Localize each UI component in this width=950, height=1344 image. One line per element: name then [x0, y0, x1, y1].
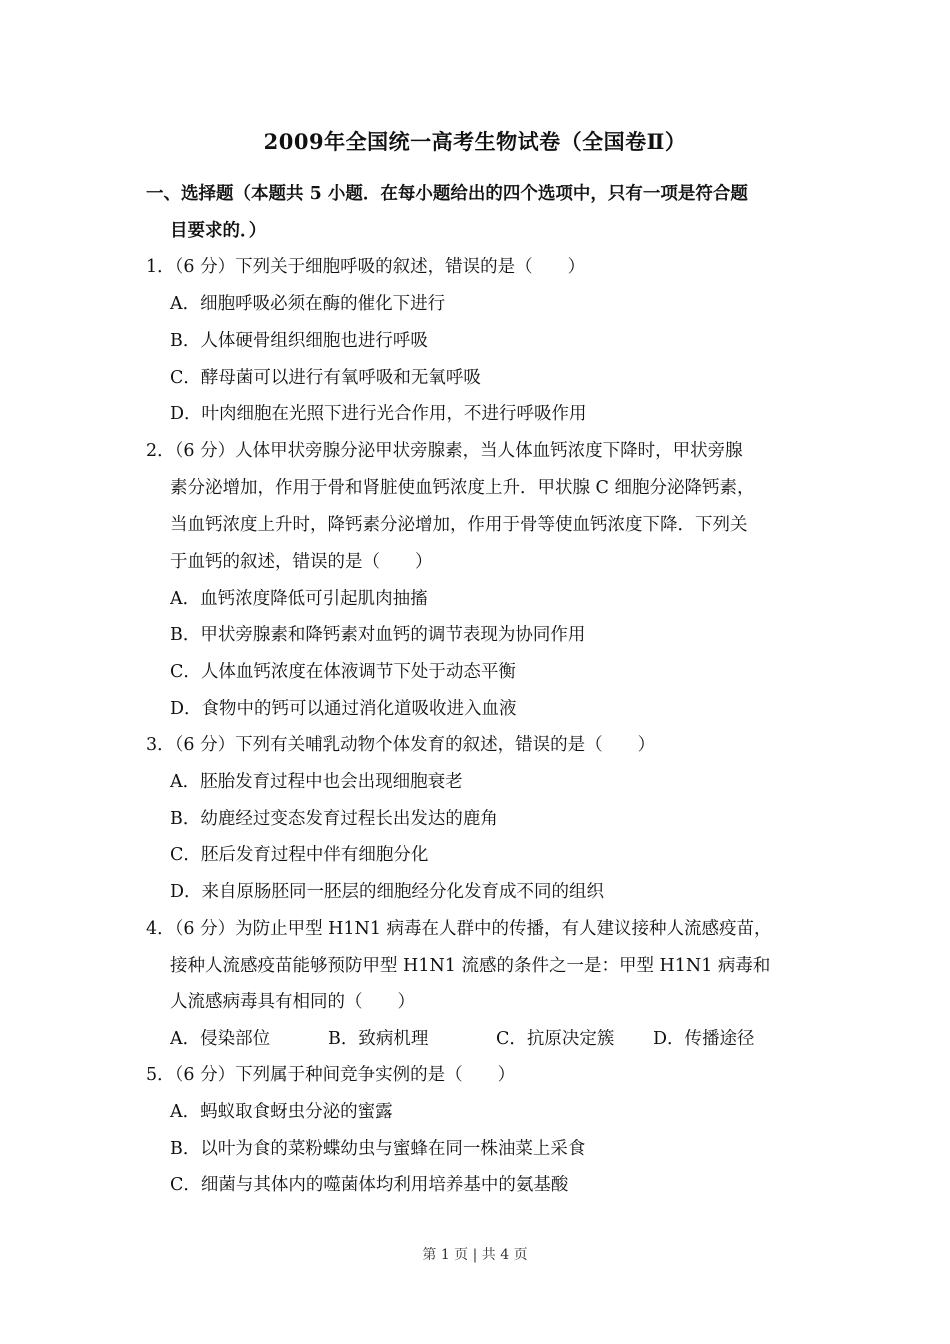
question-3-option-a: A．胚胎发育过程中也会出现细胞衰老: [170, 772, 463, 792]
question-4-stem-line-3: 人流感病毒具有相同的（ ）: [170, 992, 415, 1012]
question-5-stem: 5．（6 分）下列属于种间竞争实例的是（ ）: [146, 1065, 516, 1085]
question-5-option-a: A．蚂蚁取食蚜虫分泌的蜜露: [170, 1102, 393, 1122]
question-2-stem-line-1: 2．（6 分）人体甲状旁腺分泌甲状旁腺素，当人体血钙浓度下降时，甲状旁腺: [146, 441, 743, 461]
question-4-option-d: D．传播途径: [653, 1029, 755, 1049]
question-4-stem-line-1: 4．（6 分）为防止甲型 H1N1 病毒在人群中的传播，有人建议接种人流感疫苗，: [146, 919, 772, 939]
question-1-option-b: B．人体硬骨组织细胞也进行呼吸: [170, 331, 428, 351]
question-3-option-d: D．来自原肠胚同一胚层的细胞经分化发育成不同的组织: [170, 882, 605, 902]
question-2-option-d: D．食物中的钙可以通过消化道吸收进入血液: [170, 699, 517, 719]
section-heading-line-1: 一、选择题（本题共 5 小题．在每小题给出的四个选项中，只有一项是符合题: [146, 184, 748, 204]
question-1-stem: 1．（6 分）下列关于细胞呼吸的叙述，错误的是（ ）: [146, 257, 586, 277]
question-2-option-c: C．人体血钙浓度在体液调节下处于动态平衡: [170, 662, 516, 682]
page-footer: 第 1 页 | 共 4 页: [422, 1247, 528, 1263]
question-3-stem: 3．（6 分）下列有关哺乳动物个体发育的叙述，错误的是（ ）: [146, 735, 656, 755]
question-2-stem-line-4: 于血钙的叙述，错误的是（ ）: [170, 552, 433, 572]
document-title: 2009年全国统一高考生物试卷（全国卷Ⅱ）: [263, 129, 687, 154]
question-1-option-c: C．酵母菌可以进行有氧呼吸和无氧呼吸: [170, 368, 481, 388]
question-2-stem-line-3: 当血钙浓度上升时，降钙素分泌增加，作用于骨等使血钙浓度下降．下列关: [170, 515, 748, 535]
question-1-option-a: A．细胞呼吸必须在酶的催化下进行: [170, 294, 446, 314]
question-2-option-b: B．甲状旁腺素和降钙素对血钙的调节表现为协同作用: [170, 625, 586, 645]
question-2-stem-line-2: 素分泌增加，作用于骨和肾脏使血钙浓度上升．甲状腺 C 细胞分泌降钙素，: [170, 478, 755, 498]
question-4-option-c: C．抗原决定簇: [496, 1029, 615, 1049]
question-5-option-b: B．以叶为食的菜粉蝶幼虫与蜜蜂在同一株油菜上采食: [170, 1139, 586, 1159]
question-4-stem-line-2: 接种人流感疫苗能够预防甲型 H1N1 流感的条件之一是：甲型 H1N1 病毒和: [170, 956, 771, 976]
section-heading-line-2: 目要求的．）: [170, 221, 267, 241]
question-3-option-c: C．胚后发育过程中伴有细胞分化: [170, 845, 429, 865]
question-4-option-a: A．侵染部位: [170, 1029, 271, 1049]
question-3-option-b: B．幼鹿经过变态发育过程长出发达的鹿角: [170, 809, 498, 829]
question-2-option-a: A．血钙浓度降低可引起肌肉抽搐: [170, 589, 428, 609]
question-4-option-b: B．致病机理: [328, 1029, 429, 1049]
question-1-option-d: D．叶肉细胞在光照下进行光合作用，不进行呼吸作用: [170, 404, 587, 424]
question-5-option-c: C．细菌与其体内的噬菌体均利用培养基中的氨基酸: [170, 1175, 569, 1195]
